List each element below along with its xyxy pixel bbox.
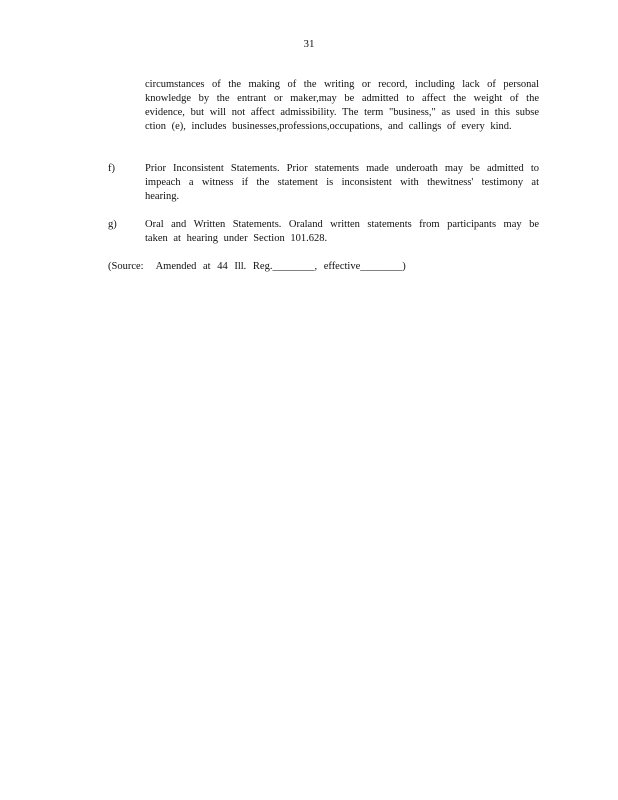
- subsection-g: [108, 218, 540, 246]
- subsection-g-letter: g): [108, 219, 117, 230]
- source-text: Amended at 44 Ill. Reg.________, effective________): [155, 261, 406, 272]
- page-number: 31: [303, 38, 315, 50]
- subsection-f-text: Prior Inconsistent Statements. Prior statements made underoath may be admitted to impeach a witness if the statement is inconsistent with thewitness' testimony at hearing.: [145, 163, 539, 202]
- subsection-f: [108, 162, 540, 204]
- continuation-paragraph: [108, 78, 540, 134]
- source-prefix: (Source:: [108, 261, 144, 272]
- source-note: [108, 260, 540, 274]
- subsection-g-text: Oral and Written Statements. Oraland written statements from participants may be taken at hearing under Section 101.628.: [145, 219, 539, 244]
- continuation-text: circumstances of the making of the writing or record, including lack of personal knowledge by the entrant or maker,may be admitted to affect the weight of the evidence, but will not affect admissibility. The term "business," as used in this subse ction (e), includes businesses,professions,occupations, and callings of every kind.: [145, 79, 539, 132]
- subsection-f-letter: f): [108, 163, 115, 174]
